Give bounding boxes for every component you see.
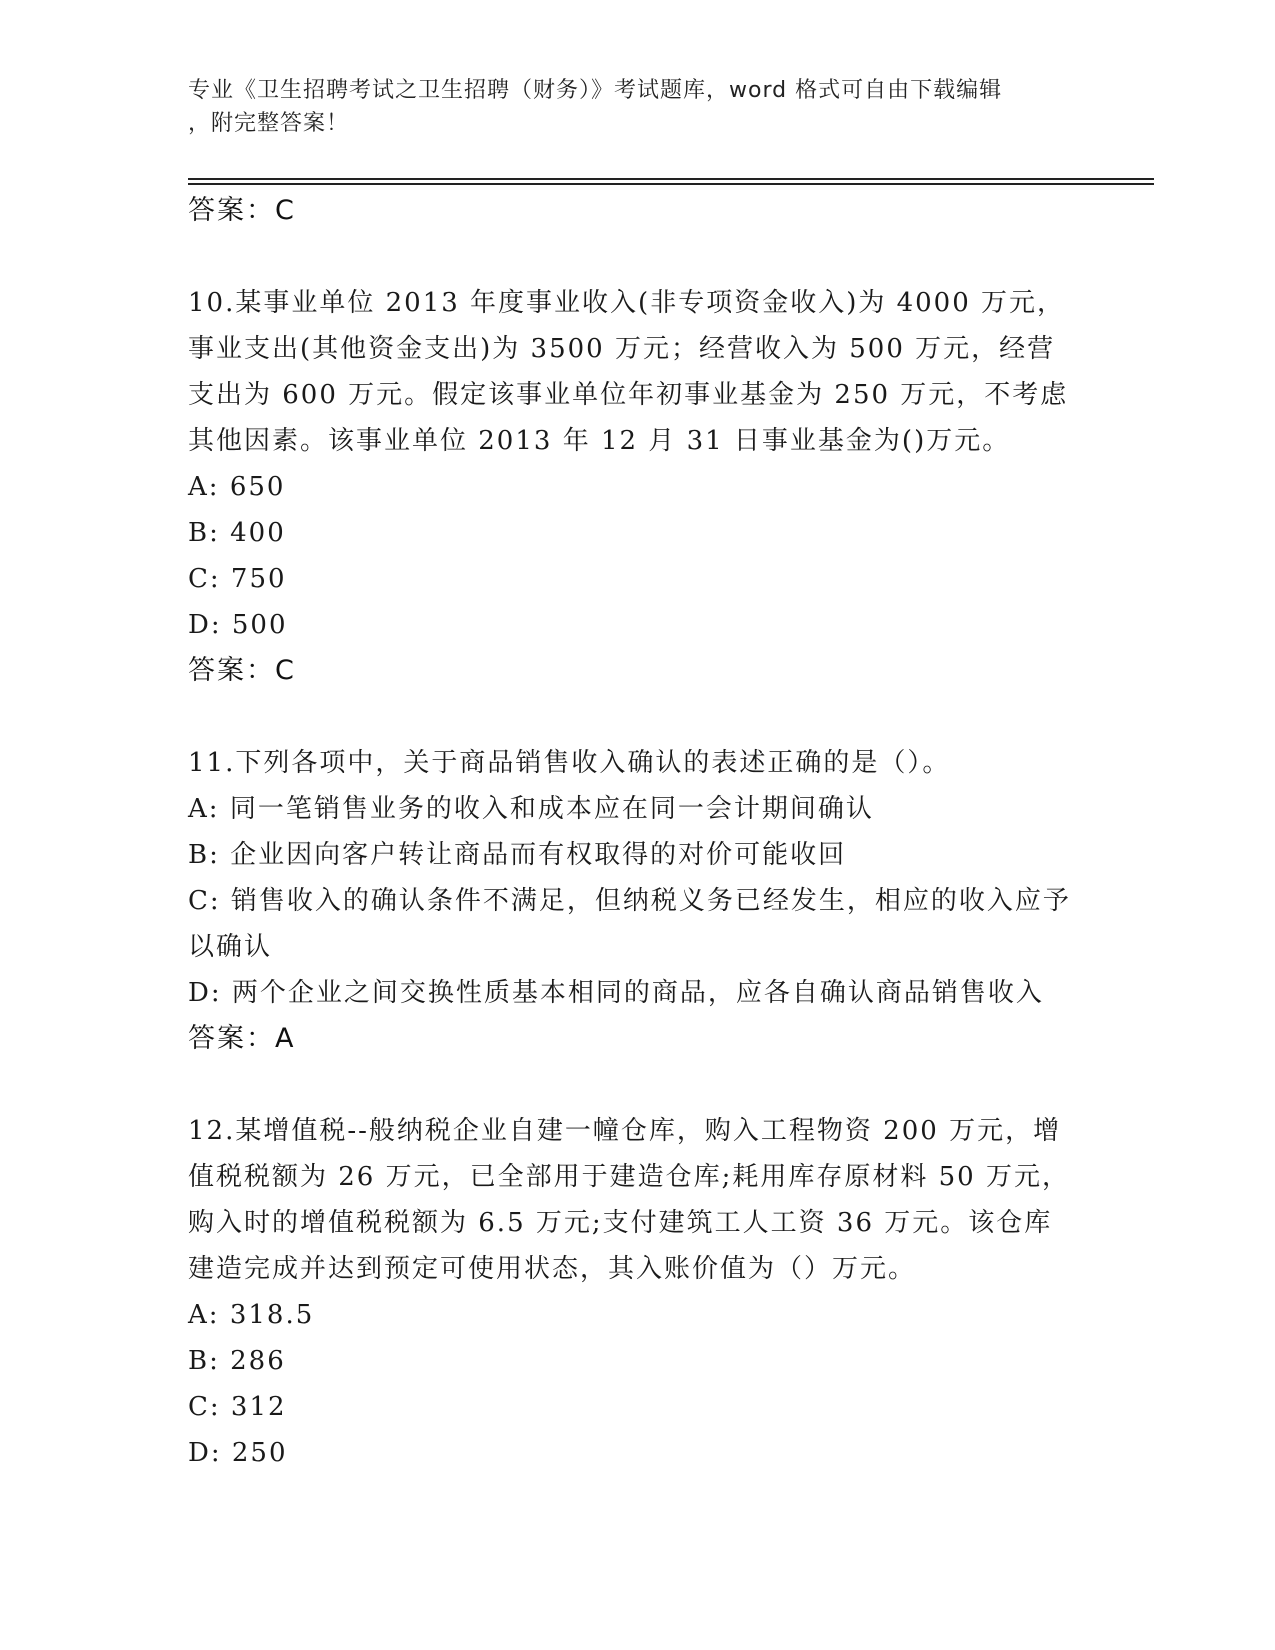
option-label: D: — [188, 978, 222, 1008]
option-d — [188, 602, 1078, 648]
option-label: C: — [188, 886, 221, 916]
option-d — [188, 1430, 1078, 1476]
spacer — [188, 694, 1078, 740]
option-label: A: — [188, 1300, 220, 1330]
previous-answer: 答案：C — [188, 195, 296, 226]
option-label: D: — [188, 610, 222, 640]
option-label: C: — [188, 1392, 221, 1422]
question-text: 11.下列各项中，关于商品销售收入确认的表述正确的是（）。 — [188, 748, 951, 778]
question-answer: 答案：A — [188, 1023, 296, 1054]
question-answer: 答案：C — [188, 655, 296, 686]
option-a — [188, 1292, 1078, 1338]
option-label: B: — [188, 518, 220, 548]
header-divider-top — [188, 178, 1154, 180]
header-divider-bottom — [188, 183, 1154, 185]
question-12 — [188, 1108, 1078, 1476]
option-text: 两个企业之间交换性质基本相同的商品，应各自确认商品销售收入 — [231, 978, 1044, 1008]
option-text: 销售收入的确认条件不满足，但纳税义务已经发生，相应的收入应予以确认 — [188, 886, 1071, 962]
option-b — [188, 832, 1078, 878]
option-text: 500 — [231, 610, 288, 640]
option-text: 250 — [231, 1438, 288, 1468]
option-label: D: — [188, 1438, 222, 1468]
question-11 — [188, 740, 1078, 1062]
option-d — [188, 970, 1078, 1016]
option-label: C: — [188, 564, 221, 594]
question-text: 12.某增值税--般纳税企业自建一幢仓库，购入工程物资 200 万元，增值税税额为 26 万元，已全部用于建造仓库;耗用库存原材料 50 万元，购入时的增值税税额为 6.5 万元;支付建筑工人工资 36 万元。该仓库建造完成并达到预定可使用状态，其入账价值为（）万元。 — [188, 1116, 1070, 1284]
document-body — [188, 188, 1078, 1476]
option-c — [188, 878, 1078, 970]
option-c — [188, 1384, 1078, 1430]
spacer — [188, 234, 1078, 280]
option-text: 286 — [230, 1346, 286, 1376]
option-label: A: — [188, 472, 220, 502]
option-label: A: — [188, 794, 220, 824]
option-label: B: — [188, 840, 220, 870]
option-text: 企业因向客户转让商品而有权取得的对价可能收回 — [230, 840, 847, 870]
question-text: 10.某事业单位 2013 年度事业收入(非专项资金收入)为 4000 万元，事业支出(其他资金支出)为 3500 万元；经营收入为 500 万元，经营支出为 600 万元。假定该事业单位年初事业基金为 250 万元，不考虑其他因素。该事业单位 2013 年 12 月 31 日事业基金为()万元。 — [188, 288, 1069, 456]
option-b — [188, 510, 1078, 556]
option-text: 同一笔销售业务的收入和成本应在同一会计期间确认 — [229, 794, 874, 824]
option-a — [188, 464, 1078, 510]
option-b — [188, 1338, 1078, 1384]
page-header — [188, 74, 1068, 140]
header-line-1: 专业《卫生招聘考试之卫生招聘（财务）》考试题库，word 格式可自由下载编辑 — [188, 78, 1003, 103]
option-text: 650 — [229, 472, 286, 502]
option-label: B: — [188, 1346, 220, 1376]
header-line-2: ，附完整答案！ — [188, 111, 350, 136]
option-text: 312 — [230, 1392, 287, 1422]
option-text: 400 — [230, 518, 286, 548]
option-a — [188, 786, 1078, 832]
question-10 — [188, 280, 1078, 694]
spacer — [188, 1062, 1078, 1108]
option-text: 318.5 — [229, 1300, 315, 1330]
option-text: 750 — [230, 564, 287, 594]
option-c — [188, 556, 1078, 602]
